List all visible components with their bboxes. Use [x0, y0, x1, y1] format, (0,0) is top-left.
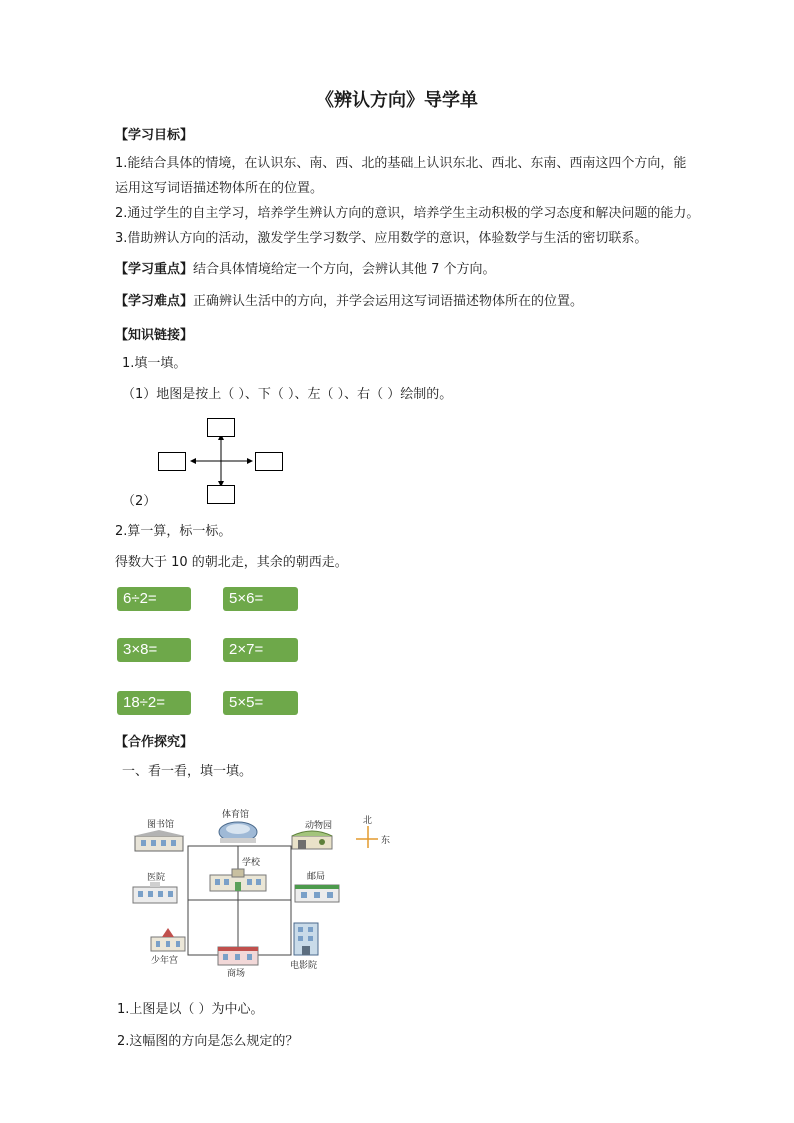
calc-card: 3×8=	[117, 638, 191, 662]
answer-box-top[interactable]	[207, 418, 235, 437]
answer-box-bottom[interactable]	[207, 485, 235, 504]
library-icon	[131, 830, 187, 852]
compass-icon	[354, 824, 380, 850]
calc-card: 5×6=	[223, 587, 298, 611]
objective-3: 3.借助辨认方向的活动，激发学生学习数学、应用数学的意识，体验数学与生活的密切联系。	[115, 231, 648, 246]
objectives-heading: 【学习目标】	[115, 128, 194, 143]
compass-east-label: 东	[381, 836, 391, 846]
calc-card: 5×5=	[223, 691, 298, 715]
map-label-hospital: 医院	[147, 873, 166, 883]
knowledge-q2-rule: 得数大于 10 的朝北走，其余的朝西走。	[115, 555, 348, 570]
page-title: 《辨认方向》导学单	[316, 90, 478, 111]
objective-1-line-1: 1.能结合具体的情境，在认识东、南、西、北的基础上认识东北、西北、东南、西南这四个方向，能	[115, 156, 687, 171]
compass-north-label: 北	[363, 816, 373, 826]
explore-heading: 【合作探究】	[115, 735, 194, 750]
map-label-cinema: 电影院	[290, 961, 318, 971]
key-point	[115, 260, 496, 280]
knowledge-q1-sub2: （2）	[122, 494, 157, 509]
map-label-zoo: 动物园	[305, 821, 333, 831]
knowledge-q2: 2.算一算，标一标。	[115, 524, 232, 539]
objective-1-line-2: 运用这写词语描述物体所在的位置。	[115, 181, 324, 196]
zoo-icon	[290, 828, 334, 850]
map-label-school: 学校	[242, 858, 261, 868]
map-label-gym: 体育馆	[222, 810, 250, 820]
hospital-icon	[130, 882, 180, 904]
explore-sub1: 1.上图是以（ ）为中心。	[117, 1002, 264, 1017]
map-label-mall: 商场	[227, 969, 246, 979]
key-point-text: 结合具体情境给定一个方向，会辨认其他 7 个方向。	[193, 262, 496, 277]
map-label-library: 图书馆	[147, 820, 175, 830]
difficulty-label: 【学习难点】	[115, 294, 194, 309]
youth-palace-icon	[148, 928, 188, 952]
answer-box-left[interactable]	[158, 452, 186, 471]
calc-card: 2×7=	[223, 638, 298, 662]
explore-q1: 一、看一看，填一填。	[122, 764, 253, 779]
knowledge-heading: 【知识链接】	[115, 328, 194, 343]
key-point-label: 【学习重点】	[115, 262, 194, 277]
explore-sub2: 2.这幅图的方向是怎么规定的？	[117, 1034, 299, 1049]
gym-icon	[217, 818, 259, 844]
map-label-post-office: 邮局	[307, 872, 326, 882]
cinema-icon	[291, 921, 321, 957]
difficulty	[115, 292, 583, 312]
calc-card: 18÷2=	[117, 691, 191, 715]
mall-icon	[216, 944, 260, 966]
difficulty-text: 正确辨认生活中的方向，并学会运用这写词语描述物体所在的位置。	[193, 294, 584, 309]
school-icon	[208, 868, 268, 892]
post-office-icon	[292, 881, 342, 903]
calc-card: 6÷2=	[117, 587, 191, 611]
knowledge-q1-sub1: （1）地图是按上（ ）、下（ ）、左（ ）、右（ ）绘制的。	[122, 387, 453, 402]
map-label-youth-palace: 少年宫	[151, 956, 179, 966]
answer-box-right[interactable]	[255, 452, 283, 471]
objective-2: 2.通过学生的自主学习，培养学生辨认方向的意识，培养学生主动积极的学习态度和解决问题的能力。	[115, 206, 700, 221]
knowledge-q1: 1.填一填。	[122, 356, 187, 371]
